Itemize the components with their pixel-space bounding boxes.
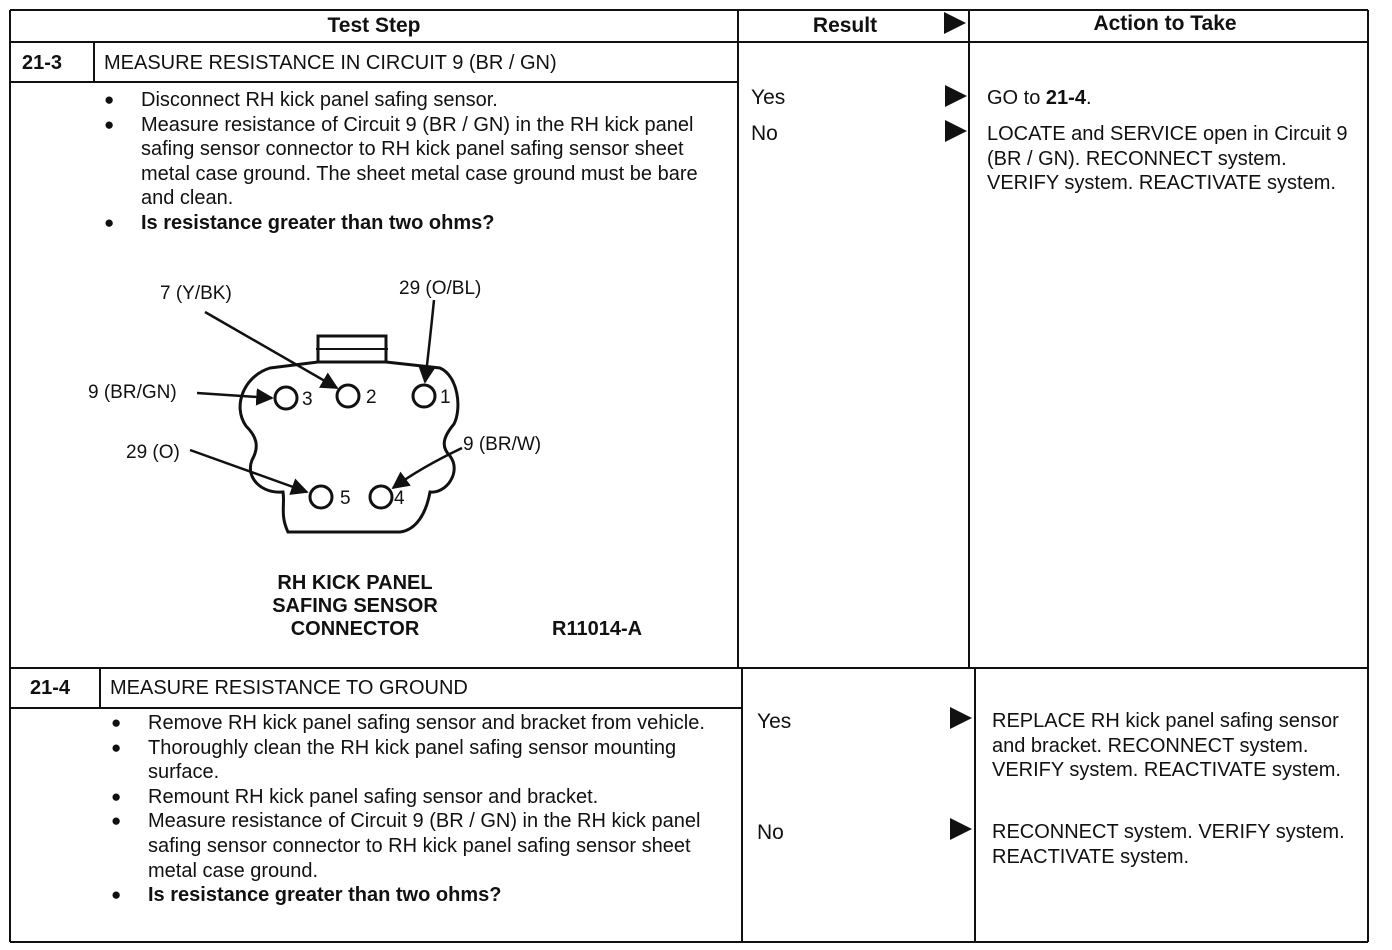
instruction-item: ● Remove RH kick panel safing sensor and bracket from vehicle.	[111, 711, 723, 736]
wire-label-9-brgn: 9 (BR/GN)	[88, 382, 177, 403]
wire-label-29-obl: 29 (O/BL)	[399, 278, 482, 299]
result-no: No	[757, 821, 784, 844]
leader-9-brgn	[197, 393, 272, 398]
pin-3	[275, 387, 297, 409]
step-instructions	[104, 88, 719, 236]
leader-29-o	[190, 450, 307, 492]
step-number: 21-3	[22, 52, 63, 74]
connector-diagram	[80, 270, 560, 560]
leader-9-brw	[393, 448, 462, 488]
step-title: MEASURE RESISTANCE IN CIRCUIT 9 (BR / GN)	[104, 52, 557, 74]
result-no-arrow-icon	[945, 120, 967, 142]
result-yes-arrow-icon	[945, 85, 967, 107]
instruction-item: ● Disconnect RH kick panel safing sensor.	[104, 88, 719, 113]
diagram-ref-number: R11014-A	[552, 618, 643, 640]
wire-label-7: 7 (Y/BK)	[160, 283, 232, 304]
caption-line: CONNECTOR	[290, 618, 420, 640]
header-result-arrow-icon	[944, 12, 966, 34]
caption-line: SAFING SENSOR	[272, 595, 438, 617]
instruction-question: ● Is resistance greater than two ohms?	[111, 883, 723, 908]
step-number: 21-4	[30, 677, 71, 699]
pin-2	[337, 385, 359, 407]
wire-label-9-brw: 9 (BR/W)	[463, 434, 542, 455]
header-test-step: Test Step	[327, 14, 421, 37]
result-yes-arrow-icon	[950, 707, 972, 729]
instruction-item: ● Thoroughly clean the RH kick panel safing sensor mounting surface.	[111, 736, 723, 785]
result-no: No	[751, 122, 778, 145]
instruction-item: ● Measure resistance of Circuit 9 (BR / GN) in the RH kick panel safing sensor connector to RH kick panel safing sensor sheet metal case ground. The sheet metal case ground must be bare and clean.	[104, 113, 719, 211]
action-step-ref: 21-4	[1045, 87, 1086, 109]
diagram-caption	[240, 572, 470, 641]
header-action: Action to Take	[1093, 12, 1237, 35]
action-yes	[987, 86, 1357, 111]
action-no: LOCATE and SERVICE open in Circuit 9 (BR / GN). RECONNECT system. VERIFY system. REACTIVATE system.	[987, 123, 1348, 195]
result-yes: Yes	[751, 86, 786, 109]
pin-number: 5	[340, 488, 351, 509]
leader-29-obl	[425, 300, 434, 382]
pin-number: 2	[366, 387, 377, 408]
action-text: GO to	[987, 87, 1046, 109]
result-yes: Yes	[757, 710, 792, 733]
instruction-item: ● Measure resistance of Circuit 9 (BR / GN) in the RH kick panel safing sensor connector to RH kick panel safing sensor sheet metal case ground.	[111, 809, 723, 883]
caption-line: RH KICK PANEL	[277, 572, 433, 594]
action-no: RECONNECT system. VERIFY system. REACTIVATE system.	[992, 821, 1345, 868]
header-result: Result	[812, 14, 878, 37]
pin-number: 1	[440, 387, 451, 408]
result-no-arrow-icon	[950, 818, 972, 840]
action-yes: REPLACE RH kick panel safing sensor and bracket. RECONNECT system. VERIFY system. REACTIVATE system.	[992, 710, 1341, 782]
wire-label-29-o: 29 (O)	[126, 442, 180, 463]
instruction-item: ● Remount RH kick panel safing sensor and bracket.	[111, 785, 723, 810]
pin-1	[413, 385, 435, 407]
step-title: MEASURE RESISTANCE TO GROUND	[110, 677, 468, 699]
pin-4	[370, 486, 392, 508]
pin-number: 3	[302, 389, 313, 410]
pin-number: 4	[394, 488, 405, 509]
instruction-question: ● Is resistance greater than two ohms?	[104, 211, 719, 236]
step-instructions	[111, 711, 723, 908]
action-text: .	[1085, 87, 1092, 109]
pin-5	[310, 486, 332, 508]
